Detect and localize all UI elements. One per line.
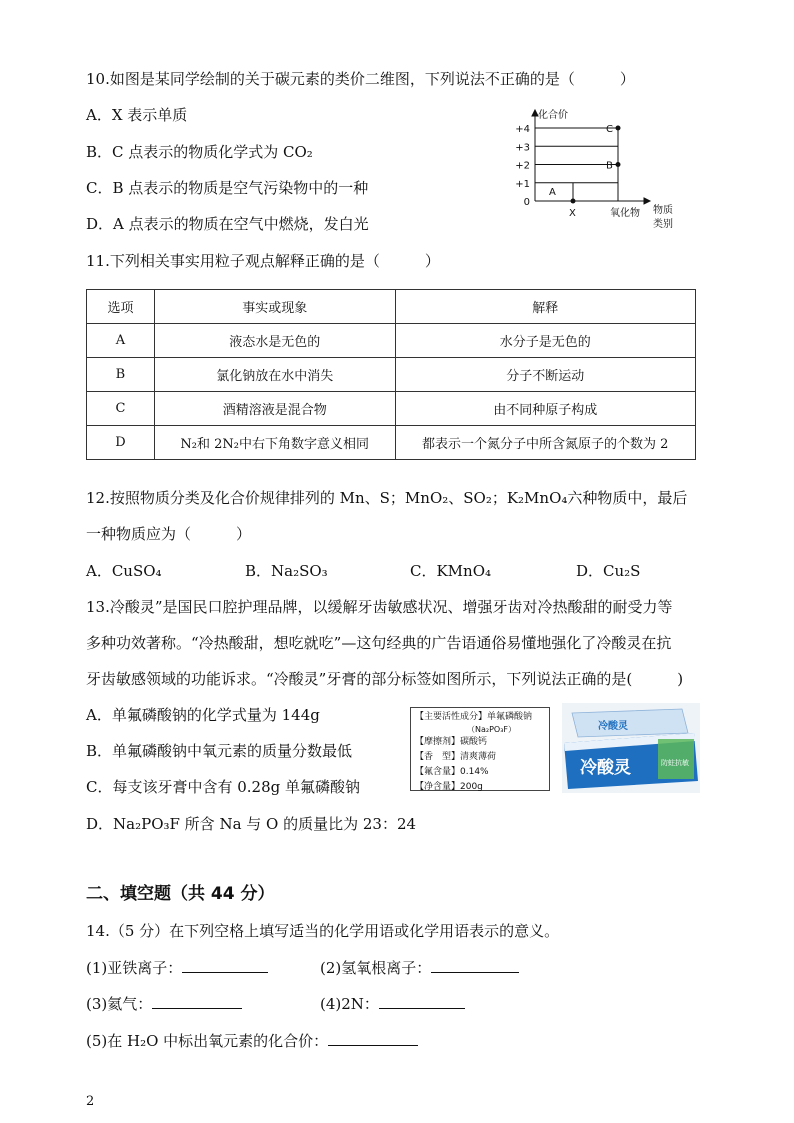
y-tick-label: 0 bbox=[523, 197, 530, 208]
point-label-B: B bbox=[606, 160, 613, 172]
label-line: （Na₂PO₃F） bbox=[415, 725, 517, 734]
q13-option-c: C．每支该牙膏中含有 0.28g 单氟磷酸钠 bbox=[86, 778, 361, 796]
q14-item-4 bbox=[320, 993, 465, 1014]
point-label-A: A bbox=[549, 187, 556, 198]
answer-blank[interactable] bbox=[328, 1030, 418, 1046]
header-explanation: 解释 bbox=[395, 290, 696, 324]
q13-stem-2: 多种功效著称。“冷热酸甜，想吃就吃”—这句经典的广告语通俗易懂地强化了冷酸灵在抗 bbox=[86, 634, 672, 652]
label-line: 【主要活性成分】单氟磷酸钠 bbox=[415, 712, 533, 722]
cell: 水分子是无色的 bbox=[395, 324, 696, 358]
table-row bbox=[87, 324, 696, 358]
q14-item-2-text: (2)氢氧根离子： bbox=[320, 959, 432, 977]
cell: N₂和 2N₂中右下角数字意义相同 bbox=[154, 426, 395, 460]
q13-option-a: A．单氟磷酸钠的化学式量为 144g bbox=[86, 706, 320, 724]
point-C bbox=[616, 126, 621, 131]
q13-option-b: B．单氟磷酸钠中氧元素的质量分数最低 bbox=[86, 742, 353, 760]
chart-xlabel-2: 类别 bbox=[653, 219, 673, 230]
q13-option-d: D．Na₂PO₃F 所含 Na 与 O 的质量比为 23：24 bbox=[86, 815, 417, 833]
header-option: 选项 bbox=[87, 290, 155, 324]
q12-option-c: C．KMnO₄ bbox=[410, 562, 492, 580]
q12-option-b: B．Na₂SO₃ bbox=[245, 562, 328, 580]
q14-item-5-text: (5)在 H₂O 中标出氧元素的化合价： bbox=[86, 1032, 329, 1050]
section-title: 二、填空题（共 44 分） bbox=[86, 884, 275, 904]
label-line: 【香 型】清爽薄荷 bbox=[415, 752, 497, 762]
chart-xlabel-1: 物质 bbox=[653, 205, 673, 216]
q10-option-a: A．X 表示单质 bbox=[86, 106, 188, 124]
q12-option-a: A．CuSO₄ bbox=[86, 562, 162, 580]
q10-stem: 10.如图是某同学绘制的关于碳元素的类价二维图，下列说法不正确的是（ ） bbox=[86, 70, 635, 88]
cell: 都表示一个氮分子中所含氮原子的个数为 2 bbox=[395, 426, 696, 460]
answer-blank[interactable] bbox=[379, 993, 465, 1009]
valence-chart bbox=[505, 106, 685, 232]
table-row bbox=[87, 358, 696, 392]
cell: 氯化钠放在水中消失 bbox=[154, 358, 395, 392]
y-tick-label: +1 bbox=[515, 178, 530, 190]
facts-table bbox=[86, 289, 696, 460]
y-tick-label: +3 bbox=[515, 142, 530, 154]
x-category-label: X bbox=[569, 208, 576, 219]
cell: 液态水是无色的 bbox=[154, 324, 395, 358]
q13-stem-3: 牙齿敏感领域的功能诉求。“冷酸灵”牙膏的部分标签如图所示，下列说法正确的是( ) bbox=[86, 670, 684, 688]
q10-option-c: C．B 点表示的物质是空气污染物中的一种 bbox=[86, 179, 369, 197]
chart-ylabel: 化合价 bbox=[538, 110, 568, 121]
label-line: 【氟含量】0.14% bbox=[415, 767, 489, 777]
q14-item-3-text: (3)氦气： bbox=[86, 995, 153, 1013]
q14-item-4-text: (4)2N： bbox=[320, 995, 379, 1013]
q13-stem-1: 13.冷酸灵”是国民口腔护理品牌，以缓解牙齿敏感状况、增强牙齿对冷热酸甜的耐受力等 bbox=[86, 598, 673, 616]
cell: D bbox=[87, 426, 155, 460]
y-tick-label: +4 bbox=[515, 124, 530, 135]
table-row bbox=[87, 392, 696, 426]
cell: B bbox=[87, 358, 155, 392]
q11-stem: 11.下列相关事实用粒子观点解释正确的是（ ） bbox=[86, 252, 440, 270]
q12-option-d: D．Cu₂S bbox=[576, 562, 641, 580]
cell: C bbox=[87, 392, 155, 426]
table-row bbox=[87, 426, 696, 460]
header-fact: 事实或现象 bbox=[154, 290, 395, 324]
point-B bbox=[616, 162, 621, 167]
q14-item-1-text: (1)亚铁离子： bbox=[86, 959, 183, 977]
q14-stem: 14.（5 分）在下列空格上填写适当的化学用语或化学用语表示的意义。 bbox=[86, 922, 560, 940]
page-number: 2 bbox=[86, 1094, 95, 1109]
cell: A bbox=[87, 324, 155, 358]
answer-blank[interactable] bbox=[182, 957, 268, 973]
toothpaste-image bbox=[562, 703, 700, 793]
y-tick-label: +2 bbox=[515, 160, 530, 172]
x-axis-arrow bbox=[644, 198, 650, 204]
cell: 由不同种原子构成 bbox=[395, 392, 696, 426]
brand-sub: 防蛀抗敏 bbox=[661, 759, 689, 767]
point-A bbox=[571, 199, 576, 204]
q12-stem-1: 12.按照物质分类及化合价规律排列的 Mn、S；MnO₂、SO₂；K₂MnO₄六种物质中，最后 bbox=[86, 489, 688, 507]
label-line: 【净含量】200g bbox=[415, 782, 483, 792]
x-category-label: 氧化物 bbox=[610, 208, 640, 219]
answer-blank[interactable] bbox=[431, 957, 519, 973]
brand-name-small: 冷酸灵 bbox=[598, 721, 628, 732]
q14-item-3 bbox=[86, 993, 242, 1014]
cell: 酒精溶液是混合物 bbox=[154, 392, 395, 426]
label-line: 【摩擦剂】碳酸钙 bbox=[415, 737, 488, 747]
q14-item-2 bbox=[320, 957, 519, 978]
q10-option-d: D．A 点表示的物质在空气中燃烧，发白光 bbox=[86, 215, 369, 233]
table-header-row bbox=[87, 290, 696, 324]
q14-item-1 bbox=[86, 957, 268, 978]
toothpaste-label bbox=[410, 707, 550, 791]
q10-option-b: B．C 点表示的物质化学式为 CO₂ bbox=[86, 143, 313, 161]
q12-stem-2: 一种物质应为（ ） bbox=[86, 525, 252, 543]
brand-name: 冷酸灵 bbox=[580, 758, 631, 778]
point-label-C: C bbox=[606, 124, 613, 135]
cell: 分子不断运动 bbox=[395, 358, 696, 392]
q14-item-5 bbox=[86, 1030, 418, 1051]
answer-blank[interactable] bbox=[152, 993, 242, 1009]
